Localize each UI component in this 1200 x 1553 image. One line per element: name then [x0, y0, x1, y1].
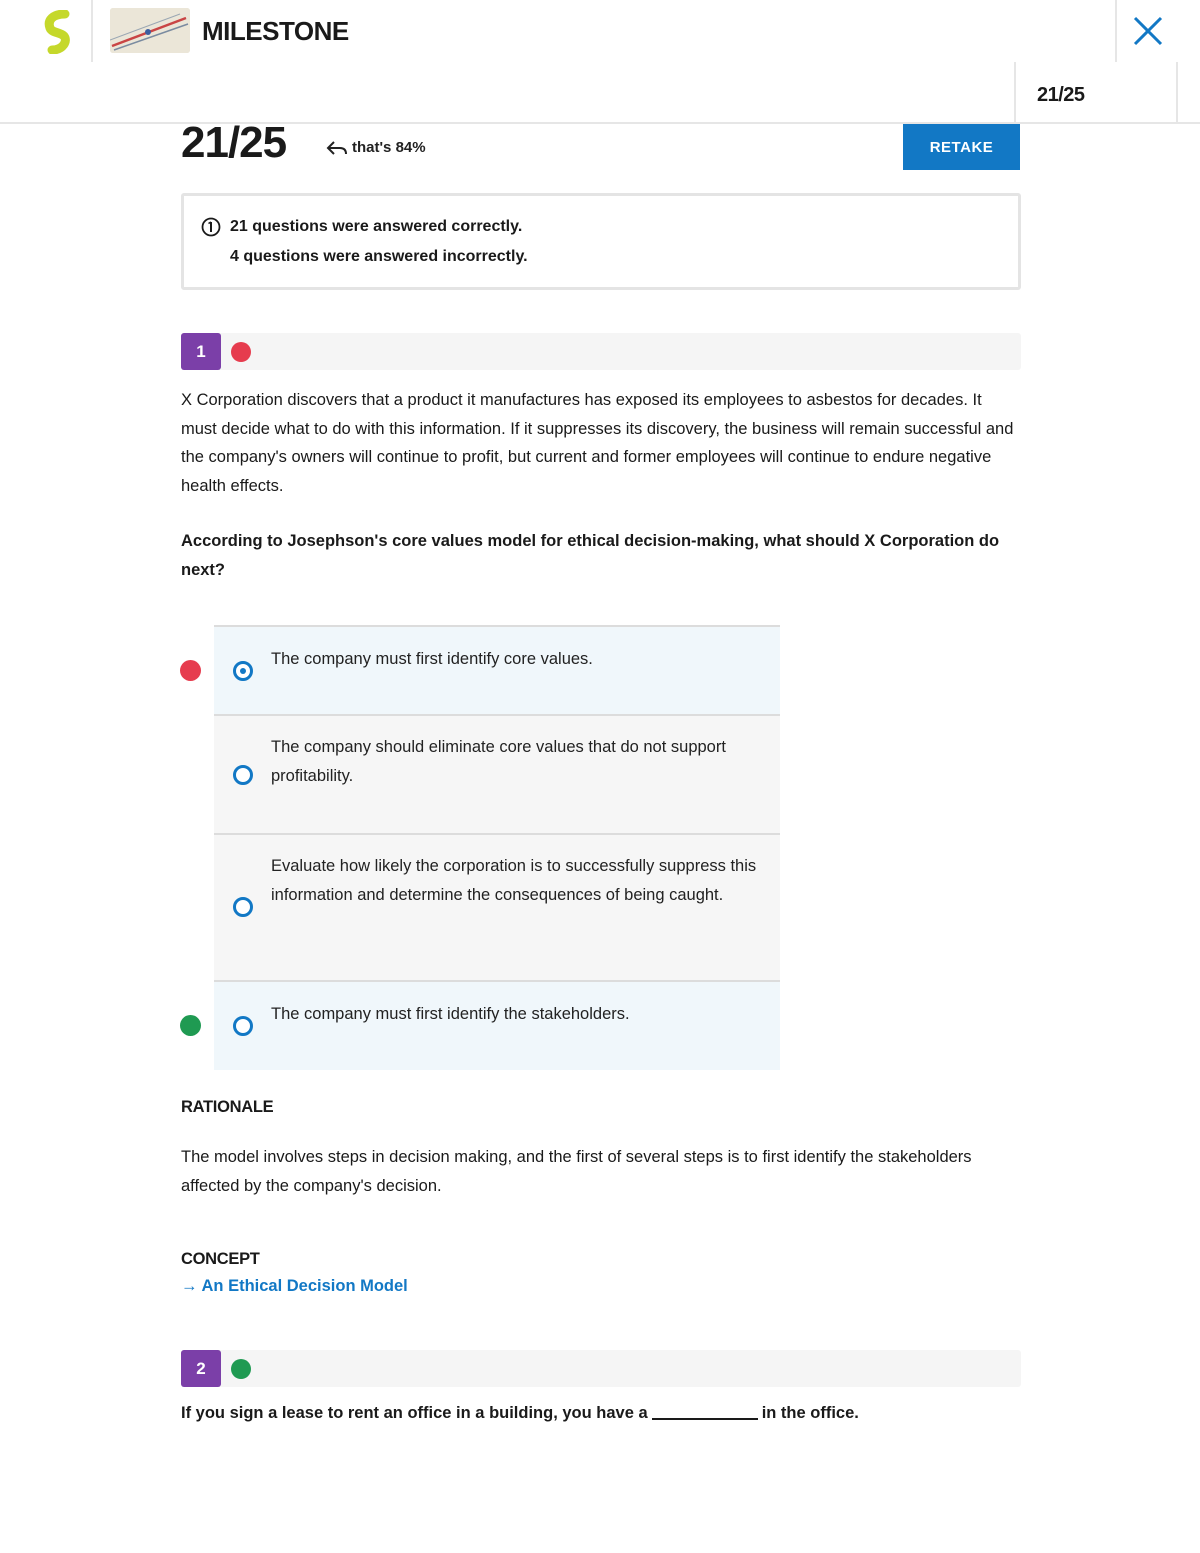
results-summary — [181, 193, 1021, 290]
results-content — [181, 118, 1021, 1422]
question-text: X Corporation discovers that a product it manufactures has exposed its employees to asbestos for decades. It must decide what to do with this information. If it suppresses its discovery, the business will remain successful and the company's owners will continue to profit, but current and former employees will continue to endure negative health effects. — [181, 391, 1014, 495]
correct-summary-text: questions were answered correctly. — [252, 218, 523, 235]
correct-marker — [180, 1015, 201, 1036]
divider — [1115, 0, 1117, 62]
question-number: 2 — [181, 1350, 221, 1387]
divider — [91, 0, 93, 62]
answer-label: The company should eliminate core values that do not support profitability. — [271, 738, 726, 785]
reply-arrow-icon — [326, 140, 348, 156]
arrow-right-icon: → — [181, 1277, 198, 1295]
answer-label: The company must first identify the stakeholders. — [271, 1005, 630, 1023]
app-title: MILESTONE — [202, 16, 349, 46]
rationale-heading: RATIONALE — [181, 1098, 274, 1116]
correct-count: 21 — [230, 218, 248, 235]
score-percent-text: that's 84% — [352, 139, 426, 156]
radio-button[interactable] — [233, 897, 253, 917]
retake-button[interactable]: RETAKE — [903, 124, 1020, 170]
sophia-logo-icon — [38, 10, 78, 54]
course-thumbnail — [110, 8, 190, 53]
answer-option[interactable] — [214, 833, 780, 980]
answer-option[interactable] — [214, 714, 780, 833]
info-icon — [201, 217, 221, 237]
radio-button[interactable] — [233, 661, 253, 681]
radio-button[interactable] — [233, 765, 253, 785]
close-icon[interactable] — [1128, 11, 1168, 51]
progress-bar — [0, 62, 1200, 124]
question-prompt: According to Josephson's core values model for ethical decision-making, what should X Corporation do next? — [181, 532, 1000, 579]
correct-status-dot — [231, 1359, 251, 1379]
question-text — [181, 1404, 1021, 1423]
incorrect-status-dot — [231, 342, 251, 362]
answer-list — [214, 625, 780, 1070]
question-number: 1 — [181, 333, 221, 370]
radio-button[interactable] — [233, 1016, 253, 1036]
rationale-text: The model involves steps in decision making, and the first of several steps is to first identify the stakeholders affected by the company's decision. — [181, 1148, 972, 1195]
question-header — [181, 1350, 1021, 1387]
correct-summary — [230, 218, 522, 236]
score-percent — [326, 139, 426, 156]
score-value: 21/25 — [181, 118, 287, 167]
answer-label: Evaluate how likely the corporation is to successfully suppress this information and determine the consequences of being caught. — [271, 857, 757, 904]
concept-link[interactable] — [181, 1277, 408, 1296]
answer-option[interactable] — [214, 625, 780, 714]
incorrect-marker — [180, 660, 201, 681]
divider — [1014, 62, 1016, 124]
question-header — [181, 333, 1021, 370]
score-row — [181, 118, 1021, 186]
incorrect-summary — [230, 248, 528, 266]
top-bar — [0, 0, 1200, 62]
answer-label: The company must first identify core values. — [271, 650, 593, 668]
question-text-before: If you sign a lease to rent an office in a building, you have a — [181, 1404, 648, 1422]
concept-heading: CONCEPT — [181, 1250, 260, 1268]
progress-count: 21/25 — [1037, 84, 1085, 106]
concept-link-label: An Ethical Decision Model — [201, 1277, 408, 1295]
fill-in-blank — [652, 1418, 758, 1420]
answer-option[interactable] — [214, 980, 780, 1070]
incorrect-count: 4 — [230, 248, 239, 265]
incorrect-summary-text: questions were answered incorrectly. — [243, 248, 528, 265]
question-text-after: in the office. — [761, 1404, 859, 1422]
divider — [1176, 62, 1178, 124]
